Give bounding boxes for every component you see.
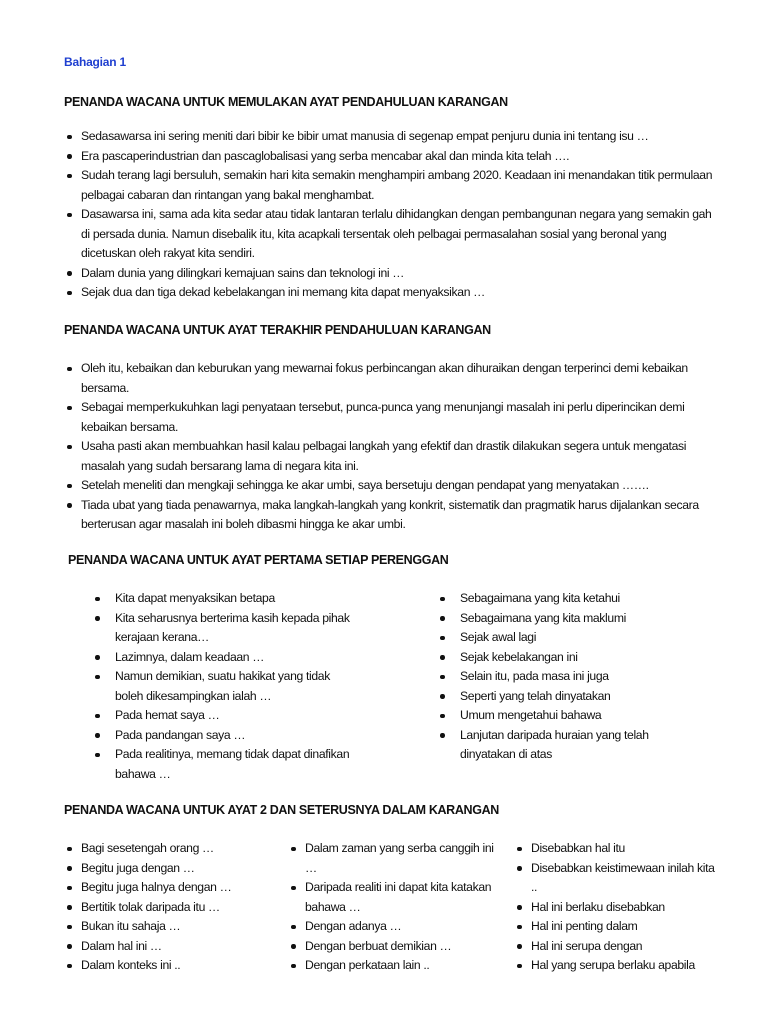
list-item: Daripada realiti ini dapat kita katakan bahawa … — [287, 878, 499, 917]
subsequent-sentences-list-c — [513, 839, 723, 976]
paragraph-first-list-left — [91, 589, 361, 784]
list-item: Lazimnya, dalam keadaan … — [91, 648, 361, 668]
list-item: Kita dapat menyaksikan betapa — [91, 589, 361, 609]
list-item: Dengan perkataan lain .. — [287, 956, 499, 976]
list-item: Dasawarsa ini, sama ada kita sedar atau tidak lantaran terlalu dihidangkan dengan pembangunan negara yang semakin gah di persada dunia. Namun disebalik itu, kita acapkali tersentak oleh pelbagai permasalahan sosial yang beronal yang dicetuskan oleh rakyat kita sendiri. — [63, 205, 713, 264]
list-item: Begitu juga halnya dengan … — [63, 878, 263, 898]
list-item: Bukan itu sahaja … — [63, 917, 263, 937]
list-item: Seperti yang telah dinyatakan — [436, 687, 691, 707]
section-heading-opening: PENANDA WACANA UNTUK MEMULAKAN AYAT PENDAHULUAN KARANGAN — [64, 95, 508, 109]
list-item: Namun demikian, suatu hakikat yang tidak boleh dikesampingkan ialah … — [91, 667, 361, 706]
list-item: Usaha pasti akan membuahkan hasil kalau pelbagai langkah yang efektif dan drastik dilakukan segera untuk mengatasi masalah yang sudah bersarang lama di negara kita ini. — [63, 437, 723, 476]
list-item: Dengan adanya … — [287, 917, 499, 937]
list-item: Hal ini serupa dengan — [513, 937, 723, 957]
list-item: Sebagai memperkukuhkan lagi penyataan tersebut, punca-punca yang menunjangi masalah ini perlu diperincikan demi kebaikan bersama. — [63, 398, 723, 437]
list-item: Dalam dunia yang dilingkari kemajuan sains dan teknologi ini … — [63, 264, 713, 284]
section-heading-subsequent-sentences: PENANDA WACANA UNTUK AYAT 2 DAN SETERUSNYA DALAM KARANGAN — [64, 803, 499, 817]
list-item: Setelah meneliti dan mengkaji sehingga ke akar umbi, saya bersetuju dengan pendapat yang menyatakan ……. — [63, 476, 723, 496]
list-item: Tiada ubat yang tiada penawarnya, maka langkah-langkah yang konkrit, sistematik dan pragmatik harus dijalankan secara berterusan agar masalah ini boleh dibasmi hingga ke akar umbi. — [63, 496, 723, 535]
list-item: Dalam zaman yang serba canggih ini … — [287, 839, 499, 878]
list-item: Bagi sesetengah orang … — [63, 839, 263, 859]
list-item: Era pascaperindustrian dan pascaglobalisasi yang serba mencabar akal dan minda kita telah …. — [63, 147, 713, 167]
paragraph-first-list-right — [436, 589, 691, 765]
section-heading-closing-intro: PENANDA WACANA UNTUK AYAT TERAKHIR PENDAHULUAN KARANGAN — [64, 323, 491, 337]
list-item: Hal yang serupa berlaku apabila — [513, 956, 723, 976]
list-item: Sejak kebelakangan ini — [436, 648, 691, 668]
list-item: Sebagaimana yang kita ketahui — [436, 589, 691, 609]
list-item: Disebabkan keistimewaan inilah kita .. — [513, 859, 723, 898]
subsequent-sentences-list-a — [63, 839, 263, 976]
list-item: Kita seharusnya berterima kasih kepada pihak kerajaan kerana… — [91, 609, 361, 648]
list-item: Pada pandangan saya … — [91, 726, 361, 746]
opening-sentences-list — [63, 127, 713, 303]
list-item: Dengan berbuat demikian … — [287, 937, 499, 957]
list-item: Sebagaimana yang kita maklumi — [436, 609, 691, 629]
list-item: Hal ini berlaku disebabkan — [513, 898, 723, 918]
closing-intro-sentences-list — [63, 359, 723, 535]
part-label: Bahagian 1 — [64, 55, 127, 69]
list-item: Selain itu, pada masa ini juga — [436, 667, 691, 687]
list-item: Umum mengetahui bahawa — [436, 706, 691, 726]
list-item: Sejak awal lagi — [436, 628, 691, 648]
list-item: Sedasawarsa ini sering meniti dari bibir ke bibir umat manusia di segenap empat penjuru dunia ini tentang isu … — [63, 127, 713, 147]
list-item: Pada hemat saya … — [91, 706, 361, 726]
list-item: Sejak dua dan tiga dekad kebelakangan ini memang kita dapat menyaksikan … — [63, 283, 713, 303]
list-item: Dalam hal ini … — [63, 937, 263, 957]
list-item: Begitu juga dengan … — [63, 859, 263, 879]
list-item: Oleh itu, kebaikan dan keburukan yang mewarnai fokus perbincangan akan dihuraikan dengan terperinci demi kebaikan bersama. — [63, 359, 723, 398]
list-item: Disebabkan hal itu — [513, 839, 723, 859]
list-item: Bertitik tolak daripada itu … — [63, 898, 263, 918]
list-item: Lanjutan daripada huraian yang telah dinyatakan di atas — [436, 726, 691, 765]
section-heading-paragraph-first: PENANDA WACANA UNTUK AYAT PERTAMA SETIAP PERENGGAN — [68, 553, 449, 567]
subsequent-sentences-list-b — [287, 839, 499, 976]
list-item: Hal ini penting dalam — [513, 917, 723, 937]
list-item: Pada realitinya, memang tidak dapat dinafikan bahawa … — [91, 745, 361, 784]
list-item: Dalam konteks ini .. — [63, 956, 263, 976]
list-item: Sudah terang lagi bersuluh, semakin hari kita semakin menghampiri ambang 2020. Keadaan ini menandakan titik permulaan pelbagai cabaran dan rintangan yang bakal menghambat. — [63, 166, 713, 205]
